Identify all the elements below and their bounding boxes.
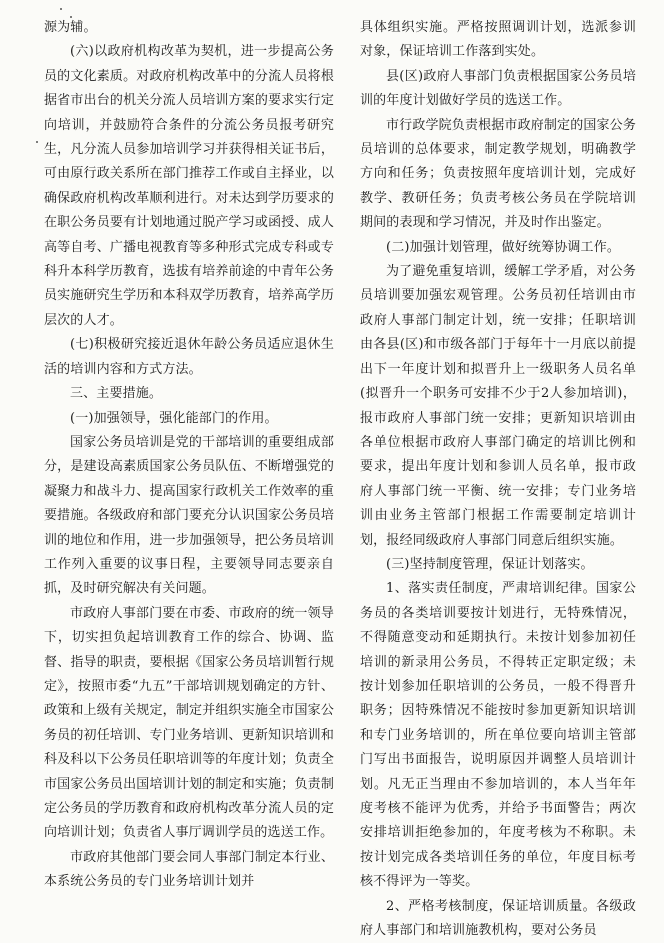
paragraph: 市政府人事部门要在市委、市政府的统一领导下，切实担负起培训教育工作的综合、协调、监督、指导的职责，要根据《国家公务员培训暂行规定》，按照市委“九五”干部培训规划确定的方针、政策和上级有关规定，制定并组织实施全市国家公务员的初任培训、专门业务培训、更新知识培训和科及科以下公务员任职培训等的年度计划；负责全市国家公务员出国培训计划的制定和实施；负责制定公务员的学历教育和政府机构改革分流人员的定向培训计划；负责省人事厅调训学员的选送工作。	[44, 605, 334, 841]
subsection-heading: (二)加强计划管理，做好统筹协调工作。	[386, 239, 620, 255]
paragraph: (七)积极研究接近退休年龄公务员适应退休生活的培训内容和方式方法。	[44, 337, 334, 377]
paragraph: 具体组织实施。严格按照调训计划，选派参训对象，保证培训工作落到实处。	[360, 20, 636, 60]
scan-speck	[36, 141, 38, 143]
paragraph: 为了避免重复培训，缓解工学矛盾，对公务员培训要加强宏观管理。公务员初任培训由市政府人事部门制定计划，统一安排；任职培训由各县(区)和市级各部门于每年十一月底以前提出下一年度计划和拟晋升上一级职务人员名单(拟晋升一个职务可安排不少于2人参加培训)，报市政府人事部门统一安排；更新知识培训由各单位根据市政府人事部门确定的培训比例和要求，提出年度计划和参训人员名单，报市政府人事部门统一平衡、统一安排；专门业务培训由业务主管部门根据工作需要制定培训计划，报经同级政府人事部门同意后组织实施。	[360, 264, 636, 548]
subsection-heading: (一)加强领导，强化能部门的作用。	[70, 410, 278, 426]
paragraph: 市政府其他部门要会同人事部门制定本行业、本系统公务员的专门业务培训计划并	[44, 849, 334, 890]
right-text-column	[360, 16, 636, 943]
paragraph: 源为辅。	[44, 20, 97, 35]
paragraph: 县(区)政府人事部门负责根据国家公务员培训的年度计划做好学员的选送工作。	[360, 68, 636, 109]
paragraph: 国家公务员培训是党的干部培训的重要组成部分，是建设高素质国家公务员队伍、不断增强党的凝聚力和战斗力、提高国家行政机关工作效率的重要措施。各级政府和部门要充分认识国家公务员培训的地位和作用，进一步加强领导，把公务员培训工作列入重要的议事日程，主要领导同志要亲自抓，及时研究解决有关问题。	[44, 434, 334, 597]
paragraph: 市行政学院负责根据市政府制定的国家公务员培训的总体要求，制定教学规划，明确教学方向和任务；负责按照年度培训计划，完成好教学、教研任务；负责考核公务员在学院培训期间的表现和学习情况，并及时作出鉴定。	[360, 117, 636, 231]
paragraph: 1、落实责任制度，严肃培训纪律。国家公务员的各类培训要按计划进行，无特殊情况，不得随意变动和延期执行。未按计划参加初任培训的新录用公务员，不得转正定职定级；未按计划参加任职培训的公务员，一般不得晋升职务；因特殊情况不能按时参加更新知识培训和专门业务培训的，所在单位要向培训主管部门写出书面报告，说明原因并调整人员培训计划。凡无正当理由不参加培训的，本人当年年度考核不能评为优秀，并给予书面警告；两次安排培训拒绝参加的，年度考核为不称职。未按计划完成各类培训任务的单位，年度目标考核不得评为一等奖。	[360, 581, 636, 890]
left-text-column	[44, 16, 334, 895]
paragraph: 2、严格考核制度，保证培训质量。各级政府人事部门和培训施教机构，要对公务员	[360, 898, 636, 939]
scan-speck	[60, 8, 62, 10]
paragraph: (六)以政府机构改革为契机，进一步提高公务员的文化素质。对政府机构改革中的分流人员将根据省市出台的机关分流人员培训方案的要求实行定向培训，并鼓励符合条件的分流公务员报考研究生，凡分流人员参加培训学习并获得相关证书后，可由原行政关系所在部门推荐工作或自主择业，以确保政府机构改革顺利进行。对未达到学历要求的在职公务员要有计划地通过脱产学习或函授、成人高等自考、广播电视教育等多种形式完成专科或专科升本科学历教育，选拔有培养前途的中青年公务员实施研究生学历和本科双学历教育，培养高学历层次的人才。	[44, 44, 334, 328]
section-heading: 三、主要措施。	[70, 386, 163, 402]
subsection-heading: (三)坚持制度管理，保证计划落实。	[386, 556, 594, 572]
